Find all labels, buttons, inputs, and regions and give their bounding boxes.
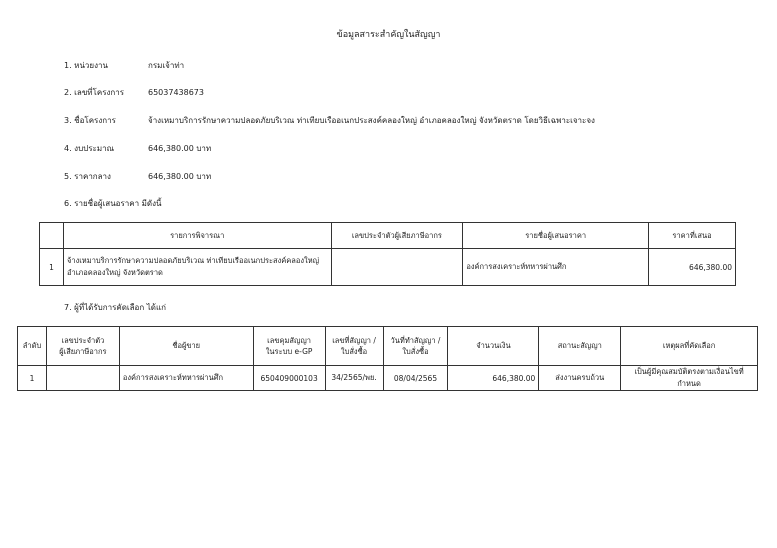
info-project-id <box>64 86 204 99</box>
selected-vendor-table <box>17 326 758 391</box>
header-line: เลขที่สัญญา / <box>332 335 376 345</box>
header-cell: เลขประจำตัวผู้เสียภาษีอากร <box>331 223 463 249</box>
header-line: ในระบบ e-GP <box>265 347 313 356</box>
header-cell <box>325 327 383 366</box>
bidders-table <box>39 222 736 286</box>
header-line: ผู้เสียภาษีอากร <box>59 347 107 356</box>
header-cell: ราคาที่เสนอ <box>649 223 736 249</box>
item-line: อำเภอคลองใหญ่ จังหวัดตราด <box>66 268 163 277</box>
header-cell: ชื่อผู้ขาย <box>119 327 253 366</box>
table-row <box>18 366 758 391</box>
vendor-name: องค์การสงเคราะห์ทหารผ่านศึก <box>119 366 253 391</box>
page-title: ข้อมูลสาระสำคัญในสัญญา <box>336 30 441 40</box>
info-budget <box>64 142 211 155</box>
header-cell <box>40 223 64 249</box>
table-header-row <box>40 223 736 249</box>
info-label: 3. ชื่อโครงการ <box>64 116 116 125</box>
info-label: 5. ราคากลาง <box>64 172 111 181</box>
item-description <box>63 249 331 286</box>
info-label: 1. หน่วยงาน <box>64 61 108 70</box>
header-cell: รายชื่อผู้เสนอราคา <box>463 223 649 249</box>
header-line: ใบสั่งซื้อ <box>340 347 368 356</box>
info-value: 646,380.00 บาท <box>148 172 212 181</box>
bid-price: 646,380.00 <box>649 249 736 286</box>
info-value: กรมเจ้าท่า <box>148 61 185 70</box>
info-value: 646,380.00 บาท <box>148 144 212 153</box>
info-value: 65037438673 <box>148 88 204 97</box>
header-cell: รายการพิจารณา <box>63 223 331 249</box>
header-cell: จำนวนเงิน <box>448 327 539 366</box>
header-line: เลขประจำตัว <box>61 335 105 345</box>
info-median-price <box>64 170 211 183</box>
header-cell: เหตุผลที่คัดเลือก <box>621 327 758 366</box>
info-value: จ้างเหมาบริการรักษาความปลอดภัยบริเวณ ท่าเทียบเรืออเนกประสงค์คลองใหญ่ อำเภอคลองใหญ่ จังหวัดตราด โดยวิธีเฉพาะเจาะจง <box>148 116 595 125</box>
selection-reason: เป็นผู้มีคุณสมบัติตรงตามเงื่อนไขที่กำหนด <box>621 366 758 391</box>
contract-control-number: 650409000103 <box>253 366 325 391</box>
info-project-name <box>64 114 595 127</box>
info-label: 2. เลขที่โครงการ <box>64 88 125 97</box>
bidder-name: องค์การสงเคราะห์ทหารผ่านศึก <box>463 249 649 286</box>
header-cell: สถานะสัญญา <box>539 327 621 366</box>
tax-id <box>331 249 463 286</box>
header-line: ใบสั่งซื้อ <box>402 347 429 356</box>
section-selected-heading: 7. ผู้ที่ได้รับการคัดเลือก ได้แก่ <box>64 303 166 312</box>
header-cell <box>46 327 119 366</box>
tax-id <box>46 366 119 391</box>
row-number: 1 <box>18 366 47 391</box>
header-cell: ลำดับ <box>18 327 47 366</box>
table-header-row <box>18 327 758 366</box>
info-label: 4. งบประมาณ <box>64 144 115 153</box>
contract-number: 34/2565/พย. <box>325 366 383 391</box>
contract-status: ส่งงานครบถ้วน <box>539 366 621 391</box>
item-line: จ้างเหมาบริการรักษาความปลอดภัยบริเวณ ท่าเทียบเรืออเนกประสงค์คลองใหญ่ <box>66 256 320 265</box>
table-row <box>40 249 736 286</box>
header-cell <box>383 327 448 366</box>
header-cell <box>253 327 325 366</box>
info-agency <box>64 59 184 72</box>
section-bidders-heading: 6. รายชื่อผู้เสนอราคา มีดังนี้ <box>64 199 162 208</box>
row-number: 1 <box>40 249 64 286</box>
contract-date: 08/04/2565 <box>383 366 448 391</box>
contract-amount: 646,380.00 <box>448 366 539 391</box>
header-line: เลขคุมสัญญา <box>267 335 311 345</box>
header-line: วันที่ทำสัญญา / <box>390 335 441 345</box>
